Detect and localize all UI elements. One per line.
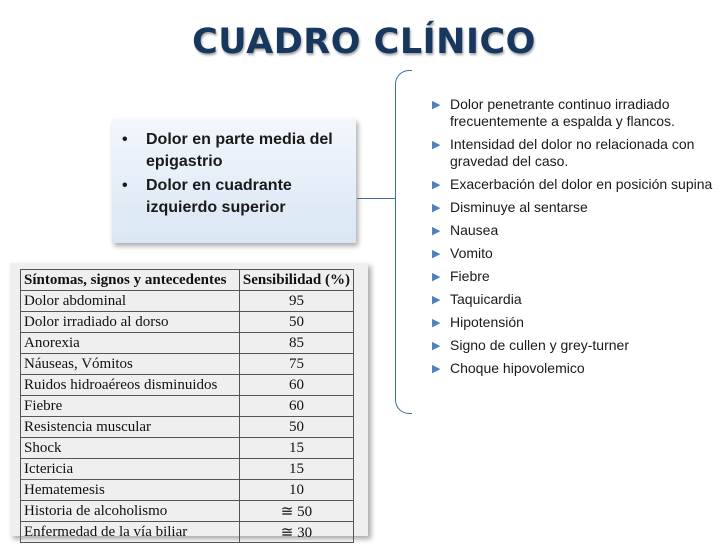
symptom-text: Nausea bbox=[450, 222, 499, 238]
triangle-right-icon: ▶ bbox=[432, 225, 441, 237]
symptom-text: Intensidad del dolor no relacionada con gravedad del caso. bbox=[450, 136, 695, 169]
symptom-item bbox=[430, 291, 720, 308]
table-row bbox=[21, 354, 354, 375]
symptom-cell: Fiebre bbox=[21, 396, 240, 417]
sensitivity-cell: ≅ 50 bbox=[239, 501, 353, 522]
table-header-row bbox=[21, 270, 354, 291]
table-row bbox=[21, 522, 354, 543]
symptom-text: Disminuye al sentarse bbox=[450, 199, 588, 215]
bullet-icon: • bbox=[122, 131, 128, 148]
symptom-item bbox=[430, 176, 720, 193]
triangle-right-icon: ▶ bbox=[432, 271, 441, 283]
symptom-cell: Enfermedad de la vía biliar bbox=[21, 522, 240, 543]
symptom-text: Hipotensión bbox=[450, 314, 524, 330]
triangle-right-icon: ▶ bbox=[432, 363, 441, 375]
sensitivity-cell: 75 bbox=[239, 354, 353, 375]
symptom-cell: Ruidos hidroaéreos disminuidos bbox=[21, 375, 240, 396]
sensitivity-cell: ≅ 30 bbox=[239, 522, 353, 543]
table-row bbox=[21, 417, 354, 438]
bullet-icon: • bbox=[122, 177, 128, 194]
symptom-cell: Ictericia bbox=[21, 459, 240, 480]
location-item bbox=[120, 129, 352, 173]
triangle-right-icon: ▶ bbox=[432, 139, 441, 151]
table-row bbox=[21, 396, 354, 417]
symptom-item bbox=[430, 136, 720, 170]
symptom-cell: Hematemesis bbox=[21, 480, 240, 501]
connector-line bbox=[357, 198, 395, 199]
symptom-cell: Náuseas, Vómitos bbox=[21, 354, 240, 375]
symptom-text: Dolor penetrante continuo irradiado frecuentemente a espalda y flancos. bbox=[450, 96, 675, 129]
symptom-item bbox=[430, 96, 720, 130]
symptom-item bbox=[430, 337, 720, 354]
table-row bbox=[21, 312, 354, 333]
symptom-list bbox=[430, 96, 720, 383]
table-row bbox=[21, 375, 354, 396]
triangle-right-icon: ▶ bbox=[432, 317, 441, 329]
triangle-right-icon: ▶ bbox=[432, 202, 441, 214]
sensitivity-cell: 95 bbox=[239, 291, 353, 312]
symptom-cell: Dolor irradiado al dorso bbox=[21, 312, 240, 333]
sensitivity-cell: 60 bbox=[239, 375, 353, 396]
symptom-item bbox=[430, 360, 720, 377]
sensitivity-cell: 10 bbox=[239, 480, 353, 501]
sensitivity-cell: 50 bbox=[239, 417, 353, 438]
sensitivity-cell: 15 bbox=[239, 459, 353, 480]
table-row bbox=[21, 333, 354, 354]
symptom-text: Taquicardia bbox=[450, 291, 522, 307]
symptom-text: Fiebre bbox=[450, 268, 490, 284]
location-list bbox=[112, 119, 356, 219]
symptom-item bbox=[430, 268, 720, 285]
column-header-sensitivity: Sensibilidad (%) bbox=[239, 270, 353, 291]
bracket bbox=[395, 70, 412, 414]
symptom-cell: Dolor abdominal bbox=[21, 291, 240, 312]
sensitivity-table-panel bbox=[10, 263, 368, 541]
table-row bbox=[21, 459, 354, 480]
symptom-item bbox=[430, 199, 720, 216]
sensitivity-cell: 50 bbox=[239, 312, 353, 333]
sensitivity-cell: 15 bbox=[239, 438, 353, 459]
triangle-right-icon: ▶ bbox=[432, 340, 441, 352]
symptom-item bbox=[430, 245, 720, 262]
sensitivity-cell: 60 bbox=[239, 396, 353, 417]
symptom-cell: Historia de alcoholismo bbox=[21, 501, 240, 522]
triangle-right-icon: ▶ bbox=[432, 248, 441, 260]
table-row bbox=[21, 480, 354, 501]
symptom-text: Choque hipovolemico bbox=[450, 360, 585, 376]
triangle-right-icon: ▶ bbox=[432, 294, 441, 306]
page-title: CUADRO CLÍNICO bbox=[192, 22, 536, 62]
symptom-text: Vomito bbox=[450, 245, 493, 261]
triangle-right-icon: ▶ bbox=[432, 99, 441, 111]
sensitivity-table bbox=[20, 269, 354, 543]
symptom-item bbox=[430, 314, 720, 331]
column-header-symptoms: Síntomas, signos y antecedentes bbox=[21, 270, 240, 291]
table-row bbox=[21, 501, 354, 522]
symptom-item bbox=[430, 222, 720, 239]
table-row bbox=[21, 438, 354, 459]
symptom-cell: Shock bbox=[21, 438, 240, 459]
location-item bbox=[120, 175, 352, 219]
symptom-text: Exacerbación del dolor en posición supina bbox=[450, 176, 713, 192]
symptom-cell: Anorexia bbox=[21, 333, 240, 354]
location-item-text: Dolor en parte media del epigastrio bbox=[146, 131, 333, 170]
symptom-cell: Resistencia muscular bbox=[21, 417, 240, 438]
sensitivity-cell: 85 bbox=[239, 333, 353, 354]
triangle-right-icon: ▶ bbox=[432, 179, 441, 191]
location-item-text: Dolor en cuadrante izquierdo superior bbox=[146, 177, 292, 216]
symptom-text: Signo de cullen y grey-turner bbox=[450, 337, 629, 353]
table-row bbox=[21, 291, 354, 312]
location-box bbox=[112, 119, 356, 243]
